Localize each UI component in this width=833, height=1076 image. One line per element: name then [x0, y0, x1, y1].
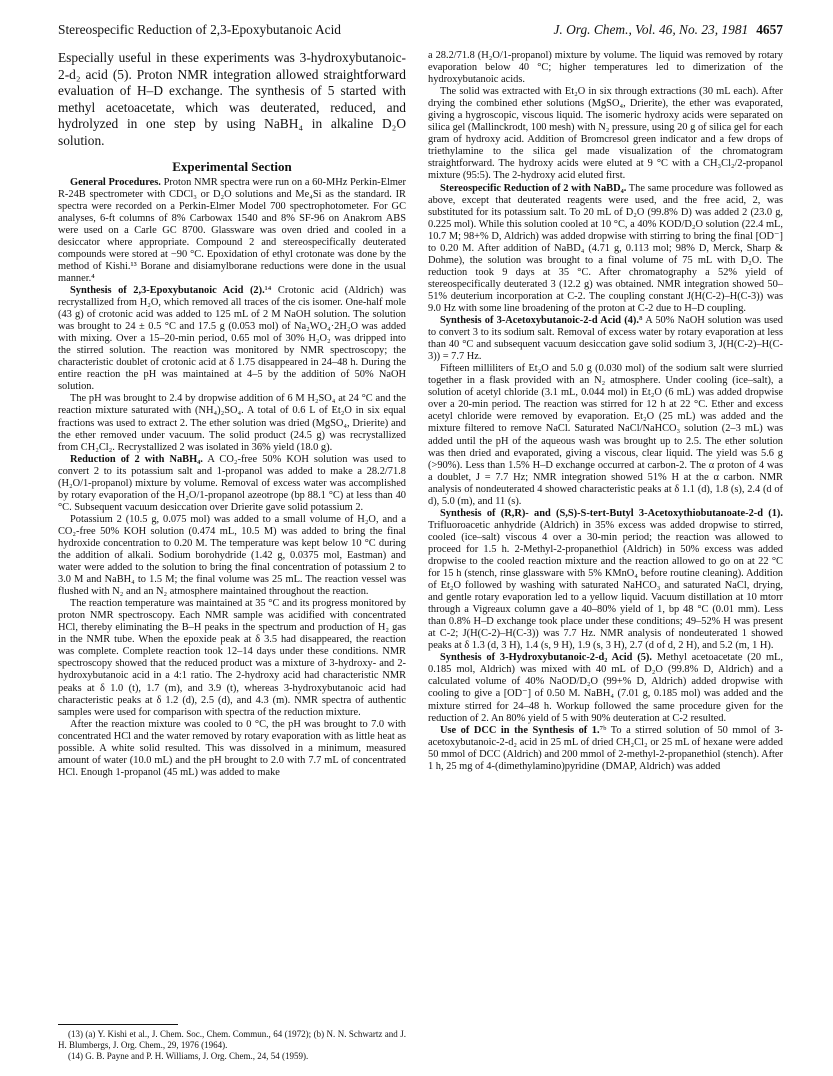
- temperature-paragraph: The reaction temperature was maintained at 35 °C and its progress monitored by proton NMR spectroscopy. Each NMR sample was acidified with concentrated HCl, thereby eliminating the B–H peaks in the spectrum and production of H₂ gas in the NMR tube. When the epoxide peak at δ 3.5 had disappeared, the reaction was complete. Complete reaction took 12–14 days under these conditions. NMR spectroscopy showed that the reduced product was a mixture of 3-hydroxy- and 2-hydroxybutanoic acid in a 4:1 ratio. The 2-hydroxy acid had characteristic NMR peaks at δ 1.0 (t), 1.7 (m), and 3.9 (t), whereas 3-hydroxybutanoic acid had characteristic peaks at δ 1.2 (d), 2.5 (d), and 4.3 (m). NMR spectra of authentic samples were used for comparison with spectra of the reduction mixture.: [58, 598, 406, 718]
- thiobutanoate-heading: Synthesis of (R,R)- and (S,S)-S-tert-Butyl 3-Acetoxythiobutanoate-2-d (1).: [440, 507, 783, 519]
- journal-volume: J. Org. Chem., Vol. 46, No. 23, 1981: [553, 22, 749, 37]
- intro-paragraph: Especially useful in these experiments was 3-hydroxybutanoic-2-d₂ acid (5). Proton NMR integration allowed straightforward evaluation of H–D exchange. The synthesis of 5 started with methyl acetoacetate, which was deuterated, reduced, and hydrolyzed in one step by using NaBH₄ in alkaline D₂O solution.: [58, 50, 406, 148]
- stereospecific-paragraph: [428, 183, 783, 316]
- general-procedures-heading: General Procedures.: [70, 176, 161, 188]
- thiobutanoate-text: Trifluoroacetic anhydride (Aldrich) in 35% excess was added dropwise to stirred, cooled (ice–salt) viscous 4 over a 30-min period; the reaction was allowed to proceed for 1.5 h. 2-Methyl-2-propanethiol (Aldrich) in 50% excess was added dropwise to the cooled reaction mixture and the reaction allowed to go on at 22 °C for 15 h (stench, rinse glassware with 5% KMnO₄ before routine cleaning). Addition of Et₂O followed by washing with saturated NaHCO₃ and saturated NaCl, drying, and gentle rotary evaporation led to a yellow liquid. Vacuum distillation at 10 mtorr through a Vigreaux column gave a 40–80% yield of 1, bp 48 °C (0.01 mm). Less than 0.8% H–D exchange took place under these conditions; 49–52% H was present at C-2; J(H(C-2)–H(C-3)) was 7.7 Hz. NMR analysis of nondeuterated 1 showed peaks at δ 1.3 (d, 3 H), 1.4 (s, 9 H), 1.9 (s, 3 H), 2.7 (d of d, 2 H), and 5.2 (m, 1 H).: [428, 519, 783, 652]
- continued-paragraph: a 28.2/71.8 (H₂O/1-propanol) mixture by volume. The liquid was removed by rotary evaporation below 40 °C; higher temperatures led to dimerization of the hydroxybutanoic acids.: [428, 50, 783, 86]
- general-procedures-text: Proton NMR spectra were run on a 60-MHz Perkin-Elmer R-24B spectrometer with CDCl₃ or D₂O solutions and Me₄Si as the standard. IR spectra were recorded on a Perkin-Elmer Model 700 spectrophotometer. For GC analyses, 6-ft columns of 8% Carbowax 1540 and 8% SF-96 on Anakrom ABS were used on a Carle GC 8700. Glassware was oven dried and cooled in a desiccator where appropriate. Compound 2 and stereospecifically deuterated compounds were stored at −90 °C. Epoxidation of ethyl crotonate was done by the method of Kishi.¹³ Borane and disiamylborane reductions were done in the usual manner.⁴: [58, 176, 406, 284]
- synthesis-epoxy-heading: Synthesis of 2,3-Epoxybutanoic Acid (2).: [70, 284, 265, 296]
- running-header: [58, 20, 783, 40]
- footnotes: [58, 1029, 406, 1061]
- running-title: Stereospecific Reduction of 2,3-Epoxybutanoic Acid: [58, 22, 341, 37]
- section-title: Experimental Section: [172, 158, 292, 174]
- general-procedures-paragraph: [58, 177, 406, 285]
- stereospecific-text: The same procedure was followed as above, except that deuterated reagents were used, and the free acid, 2, was substituted for its potassium salt. To 20 mL of D₂O (99.8% D) was added 2 (23.0 g, 0.225 mol). While this solution cooled at 10 °C, a 40% KOD/D₂O solution (22.4 mL, 10.7 M; 98+% D, Aldrich) was added dropwise with stirring to bring the final [OD⁻] to 0.20 M. After addition of NaBD₄ (4.71 g, 0.113 mol; 98% D, Merck, Sharp & Dohme), the solution was brought to a final volume of 75 mL with D₂O. The reduction took 9 days at 35 °C. After chromatography a 52% yield of stereospecifically deuterated 3 (12.2 g) was obtained. NMR integration showed 50–51% deuterium incorporation at C-2. The coupling constant J(H(C-2)–H(C-3)) was 9.0 Hz with some line broadening of the proton at C-2 due to H–D coupling.: [428, 182, 783, 314]
- footnote-13: (13) (a) Y. Kishi et al., J. Chem. Soc., Chem. Commun., 64 (1972); (b) N. N. Schwartz and J. H. Blumbergs, J. Org. Chem., 29, 1976 (1964).: [58, 1029, 406, 1050]
- acetoxy-text: ⁸ A 50% NaOH solution was used to convert 3 to its sodium salt. Removal of excess water by rotary evaporation at less than 40 °C and subsequent vacuum desiccation gave solid sodium 3, J(H(C-2)–H(C-3)) = 7.7 Hz.: [428, 315, 783, 363]
- hydroxybutanoic-paragraph: [428, 652, 783, 724]
- reduction-nabh4-text: A CO₂-free 50% KOH solution was used to convert 2 to its potassium salt and 1-propanol was added to make a 28.2/71.8 (H₂O/1-propanol) mixture by volume. Removal of excess water was accomplished by rotary evaporation of the H₂O/1-propanol azeotrope (bp 88.1 °C) at less than 40 °C. Subsequent vacuum desiccation over Drierite gave solid potassium 2.: [58, 453, 406, 513]
- potassium-paragraph: Potassium 2 (10.5 g, 0.075 mol) was added to a small volume of H₂O, and a CO₂-free 50% KOH solution (0.474 mL, 10.5 M) was added to bring the final hydroxide concentration to 0.20 M. The temperature was kept below 10 °C during the addition of alkali. Sodium borohydride (1.42 g, 0.0375 mol, Eastman) and water were added to the solution to bring the final concentration of potassium 2 to 3.0 M and NaBH₄ to 1.5 M; the final volume was 25 mL. The reaction vessel was flushed with N₂ and an N₂ atmosphere maintained throughout the reaction.: [58, 513, 406, 598]
- acetoxy-heading: Synthesis of 3-Acetoxybutanoic-2-d Acid (4).: [440, 315, 639, 327]
- synthesis-epoxy-text: ¹⁴ Crotonic acid (Aldrich) was recrystallized from H₂O, which removed all traces of the cis isomer. One-half mole (43 g) of crotonic acid was added to 125 mL of 2 M NaOH solution. The solution was brought to 24 ± 0.5 °C and 17.5 g (0.053 mol) of Na₂WO₄·2H₂O was added with mixing. Over a 15–20-min period, 0.65 mol of 30% H₂O₂ was dripped into the stirred solution. The reaction was monitored by NMR spectroscopy; the characteristic doublet of crotonic acid at δ 1.75 disappeared in 24–48 h. During the entire reaction the pH was maintained at 4–5 by the addition of 50% NaOH solution.: [58, 284, 406, 393]
- footnote-rule: [58, 1024, 178, 1025]
- thiobutanoate-paragraph: [428, 508, 783, 653]
- dcc-text: ⁷ᵇ To a stirred solution of 50 mmol of 3-acetoxybutanoic-2-d₂ acid in 25 mL of dried CH₂Cl₂ or 25 mL of hexane were added 50 mmol of DCC (Aldrich) and 200 mmol of 2-methyl-2-propanethiol (stench). After 1 h, 25 mg of 4-(dimethylamino)pyridine (DMAP, Aldrich) was added: [428, 724, 783, 772]
- hydroxybutanoic-heading: Synthesis of 3-Hydroxybutanoic-2-d₂ Acid (5).: [440, 652, 652, 664]
- cooled-paragraph: After the reaction mixture was cooled to 0 °C, the pH was brought to 7.0 with concentrated HCl and the water removed by rotary evaporation with as little heat as possible. A white solid resulted. This was dissolved in a minimum, measured amount of water (10.0 mL) and the pH brought to 2.0 with 7.7 mL of concentrated HCl. Enough 1-propanol (45 mL) was added to make: [58, 718, 406, 778]
- reduction-nabh4-heading: Reduction of 2 with NaBH₄.: [70, 453, 203, 465]
- sodium-salt-paragraph: Fifteen milliliters of Et₂O and 5.0 g (0.030 mol) of the sodium salt were slurried together in a flask provided with an N₂ atmosphere. Under cooling (ice–salt), a solution of acetyl chloride (3.1 mL, 0.044 mol) in Et₂O (6 mL) was added dropwise over a 20-min period. The reaction was stirred for 12 h at 22 °C. Ether and excess acetyl chloride were removed by evaporation. Et₂O (25 mL) was added and the mixture filtered to remove NaCl. Saturated NaCl/NaHCO₃ solution (2–3 mL) was added until the pH of the aqueous wash was brought up to 2.5. The ether solution was then dried and evaporated, giving a viscous, clear liquid. The yield was 5.6 g (>90%). Less than 1.5% H–D exchange occurred at carbon-2. The α proton of 4 was a doublet, J = 7.7 Hz; NMR integration showed 51% H at the α carbon. NMR analysis of nondeuterated 4 showed characteristic peaks at δ 1.1 (d), 1.8 (s), 2.4 (d of d), 5.0 (m), and 11 (s).: [428, 363, 783, 507]
- journal-citation: [553, 20, 783, 40]
- reduction-nabh4-paragraph: [58, 454, 406, 514]
- footnote-14: (14) G. B. Payne and P. H. Williams, J. Org. Chem., 24, 54 (1959).: [68, 1050, 309, 1061]
- acetoxy-paragraph: [428, 315, 783, 363]
- left-column: [58, 50, 406, 779]
- extraction-paragraph: The solid was extracted with Et₂O in six through extractions (30 mL each). After drying the combined ether solutions (MgSO₄, Drierite), the ether was evaporated, giving a hygroscopic, viscous liquid. The isomeric hydroxy acids were separated on silica gel (Mallinckrodt, 100 mesh) with N₂ pressure, using 20 g of silica gel for each gram of hydroxy acid. Addition of Bromcresol green indicator and a few drops of triethylamine to the silica gel made visualization of the chromatogram straightforward. The hydroxy acids were eluted at 9 °C with a CH₃Cl₂/2-propanol mixture (95:5). The 2-hydroxy acid eluted first.: [428, 86, 783, 182]
- right-column: [428, 50, 783, 773]
- dcc-paragraph: [428, 725, 783, 773]
- synthesis-epoxy-paragraph: [58, 285, 406, 393]
- dcc-heading: Use of DCC in the Synthesis of 1.: [440, 724, 600, 736]
- stereospecific-heading: Stereospecific Reduction of 2 with NaBD₄.: [440, 182, 627, 194]
- hydroxybutanoic-text: Methyl acetoacetate (20 mL, 0.185 mol, Aldrich) was mixed with 40 mL of D₂O (99.8% D, Aldrich) and a calculated volume of 40% NaOD/D₂O (99+% D, Aldrich) added dropwise with cooling to give a [OD⁻] of 0.50 M. NaBH₄ (7.01 g, 0.185 mol) was added and the mixture stirred for 24–48 h. Workup followed the same procedure given for the reduction of 2. An 80% yield of 5 with 90% deuteration at C-2 resulted.: [428, 652, 783, 724]
- ph-paragraph: The pH was brought to 2.4 by dropwise addition of 6 M H₂SO₄ at 24 °C and the reaction mixture saturated with (NH₄)₂SO₄. A total of 0.6 L of Et₂O in six equal fractions was used to extract 2. The ether solution was dried (MgSO₄, Drierite) and the ether removed under vacuum. The solid product (24.5 g) was recrystallized from CH₂Cl₂. Recrystallized 2 was isolated in 36% yield (18.0 g).: [58, 393, 406, 453]
- page-number: 4657: [756, 22, 783, 37]
